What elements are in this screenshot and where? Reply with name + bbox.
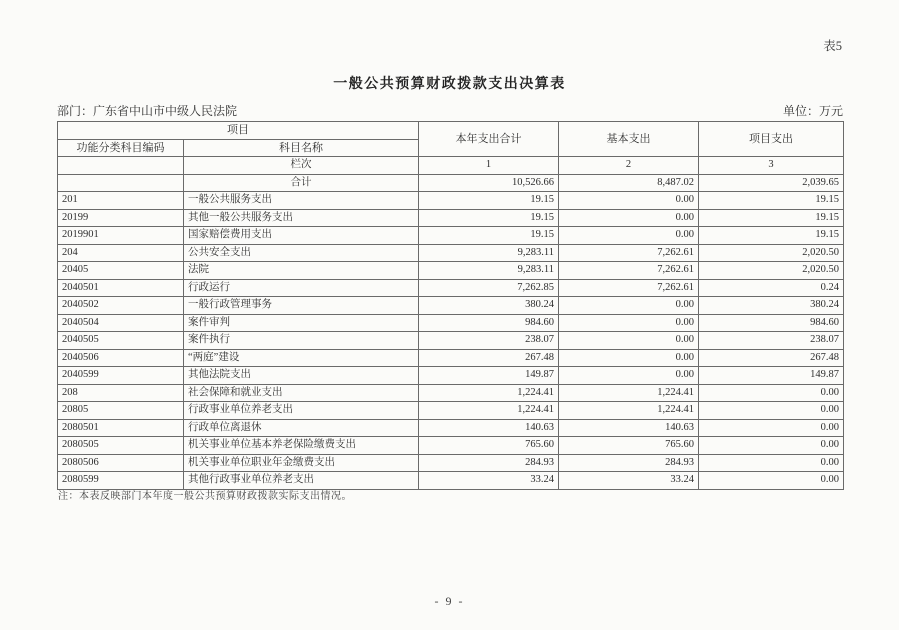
table-row <box>58 437 844 455</box>
cell-name: 案件执行 <box>184 332 419 350</box>
unit-label: 单位：万元 <box>782 104 843 118</box>
table-row <box>58 192 844 210</box>
header-basic: 基本支出 <box>559 122 699 157</box>
cell-total: 33.24 <box>419 472 559 490</box>
cell-basic: 33.24 <box>559 472 699 490</box>
table-row <box>58 227 844 245</box>
header-name: 科目名称 <box>184 139 419 157</box>
note: 注：本表反映部门本年度一般公共预算财政拨款实际支出情况。 <box>58 491 352 502</box>
cell-name: 一般行政管理事务 <box>184 297 419 315</box>
cell-project: 2,020.50 <box>699 244 844 262</box>
cell-total: 1,224.41 <box>419 384 559 402</box>
sum-project: 2,039.65 <box>699 174 844 192</box>
cell-name: 其他行政事业单位养老支出 <box>184 472 419 490</box>
cell-total: 984.60 <box>419 314 559 332</box>
cell-code: 2040599 <box>58 367 184 385</box>
table-row <box>58 367 844 385</box>
cell-name: 社会保障和就业支出 <box>184 384 419 402</box>
empty-cell <box>58 157 184 175</box>
empty-cell <box>58 174 184 192</box>
cell-project: 2,020.50 <box>699 262 844 280</box>
cell-name: 国家赔偿费用支出 <box>184 227 419 245</box>
cell-project: 984.60 <box>699 314 844 332</box>
cell-total: 765.60 <box>419 437 559 455</box>
cell-total: 7,262.85 <box>419 279 559 297</box>
sum-basic: 8,487.02 <box>559 174 699 192</box>
cell-name: “两庭”建设 <box>184 349 419 367</box>
table-row <box>58 297 844 315</box>
table-row <box>58 262 844 280</box>
cell-total: 9,283.11 <box>419 262 559 280</box>
cell-code: 201 <box>58 192 184 210</box>
table-row <box>58 209 844 227</box>
cell-code: 2019901 <box>58 227 184 245</box>
meta-row <box>57 102 843 119</box>
table-row <box>58 402 844 420</box>
cell-basic: 1,224.41 <box>559 384 699 402</box>
cell-basic: 765.60 <box>559 437 699 455</box>
cell-basic: 0.00 <box>559 209 699 227</box>
table-row <box>58 454 844 472</box>
table-row <box>58 419 844 437</box>
page-title: 一般公共预算财政拨款支出决算表 <box>333 77 566 92</box>
cell-project: 0.24 <box>699 279 844 297</box>
page-number: - 9 - <box>434 594 465 608</box>
cell-name: 行政事业单位养老支出 <box>184 402 419 420</box>
cell-basic: 7,262.61 <box>559 262 699 280</box>
cell-code: 20805 <box>58 402 184 420</box>
sheet-label: 表5 <box>823 39 842 53</box>
cell-code: 20405 <box>58 262 184 280</box>
cell-total: 380.24 <box>419 297 559 315</box>
cell-code: 2080501 <box>58 419 184 437</box>
cell-name: 公共安全支出 <box>184 244 419 262</box>
cell-code: 208 <box>58 384 184 402</box>
cell-project: 0.00 <box>699 384 844 402</box>
cell-name: 机关事业单位基本养老保险缴费支出 <box>184 437 419 455</box>
cell-total: 19.15 <box>419 192 559 210</box>
cell-total: 9,283.11 <box>419 244 559 262</box>
sum-row <box>58 174 844 192</box>
sum-total: 10,526.66 <box>419 174 559 192</box>
cell-total: 149.87 <box>419 367 559 385</box>
cell-project: 19.15 <box>699 192 844 210</box>
header-project: 项目支出 <box>699 122 844 157</box>
cell-basic: 0.00 <box>559 192 699 210</box>
cell-project: 149.87 <box>699 367 844 385</box>
cell-basic: 0.00 <box>559 227 699 245</box>
header-row-1 <box>58 122 844 140</box>
cell-name: 法院 <box>184 262 419 280</box>
lane-number-2: 2 <box>559 157 699 175</box>
cell-name: 行政运行 <box>184 279 419 297</box>
cell-name: 其他一般公共服务支出 <box>184 209 419 227</box>
budget-table <box>57 121 844 490</box>
lane-number-1: 1 <box>419 157 559 175</box>
table-row <box>58 384 844 402</box>
table-row <box>58 349 844 367</box>
lane-number-3: 3 <box>699 157 844 175</box>
cell-code: 2080599 <box>58 472 184 490</box>
cell-basic: 1,224.41 <box>559 402 699 420</box>
cell-code: 2040505 <box>58 332 184 350</box>
cell-project: 0.00 <box>699 419 844 437</box>
cell-basic: 0.00 <box>559 367 699 385</box>
cell-project: 0.00 <box>699 472 844 490</box>
cell-basic: 7,262.61 <box>559 279 699 297</box>
cell-name: 案件审判 <box>184 314 419 332</box>
cell-project: 19.15 <box>699 227 844 245</box>
cell-total: 284.93 <box>419 454 559 472</box>
cell-name: 机关事业单位职业年金缴费支出 <box>184 454 419 472</box>
cell-name: 行政单位离退休 <box>184 419 419 437</box>
cell-project: 267.48 <box>699 349 844 367</box>
cell-code: 2040502 <box>58 297 184 315</box>
cell-basic: 0.00 <box>559 332 699 350</box>
cell-project: 0.00 <box>699 402 844 420</box>
cell-total: 238.07 <box>419 332 559 350</box>
table-row <box>58 279 844 297</box>
table-row <box>58 314 844 332</box>
header-item: 项目 <box>58 122 419 140</box>
cell-project: 19.15 <box>699 209 844 227</box>
cell-name: 其他法院支出 <box>184 367 419 385</box>
cell-name: 一般公共服务支出 <box>184 192 419 210</box>
cell-project: 0.00 <box>699 454 844 472</box>
cell-total: 19.15 <box>419 209 559 227</box>
lanes-label: 栏次 <box>184 157 419 175</box>
cell-total: 1,224.41 <box>419 402 559 420</box>
cell-basic: 284.93 <box>559 454 699 472</box>
cell-code: 2040506 <box>58 349 184 367</box>
cell-code: 2080505 <box>58 437 184 455</box>
header-total: 本年支出合计 <box>419 122 559 157</box>
cell-code: 204 <box>58 244 184 262</box>
cell-project: 0.00 <box>699 437 844 455</box>
header-code: 功能分类科目编码 <box>58 139 184 157</box>
table-row <box>58 332 844 350</box>
cell-project: 380.24 <box>699 297 844 315</box>
sum-label: 合计 <box>184 174 419 192</box>
cell-code: 20199 <box>58 209 184 227</box>
cell-code: 2040501 <box>58 279 184 297</box>
cell-basic: 7,262.61 <box>559 244 699 262</box>
table-row <box>58 244 844 262</box>
cell-basic: 0.00 <box>559 314 699 332</box>
cell-basic: 140.63 <box>559 419 699 437</box>
cell-total: 19.15 <box>419 227 559 245</box>
cell-project: 238.07 <box>699 332 844 350</box>
cell-total: 140.63 <box>419 419 559 437</box>
table-body <box>58 192 844 490</box>
cell-basic: 0.00 <box>559 349 699 367</box>
cell-code: 2080506 <box>58 454 184 472</box>
cell-code: 2040504 <box>58 314 184 332</box>
department-label: 部门：广东省中山市中级人民法院 <box>57 104 238 118</box>
cell-total: 267.48 <box>419 349 559 367</box>
cell-basic: 0.00 <box>559 297 699 315</box>
lanes-row <box>58 157 844 175</box>
